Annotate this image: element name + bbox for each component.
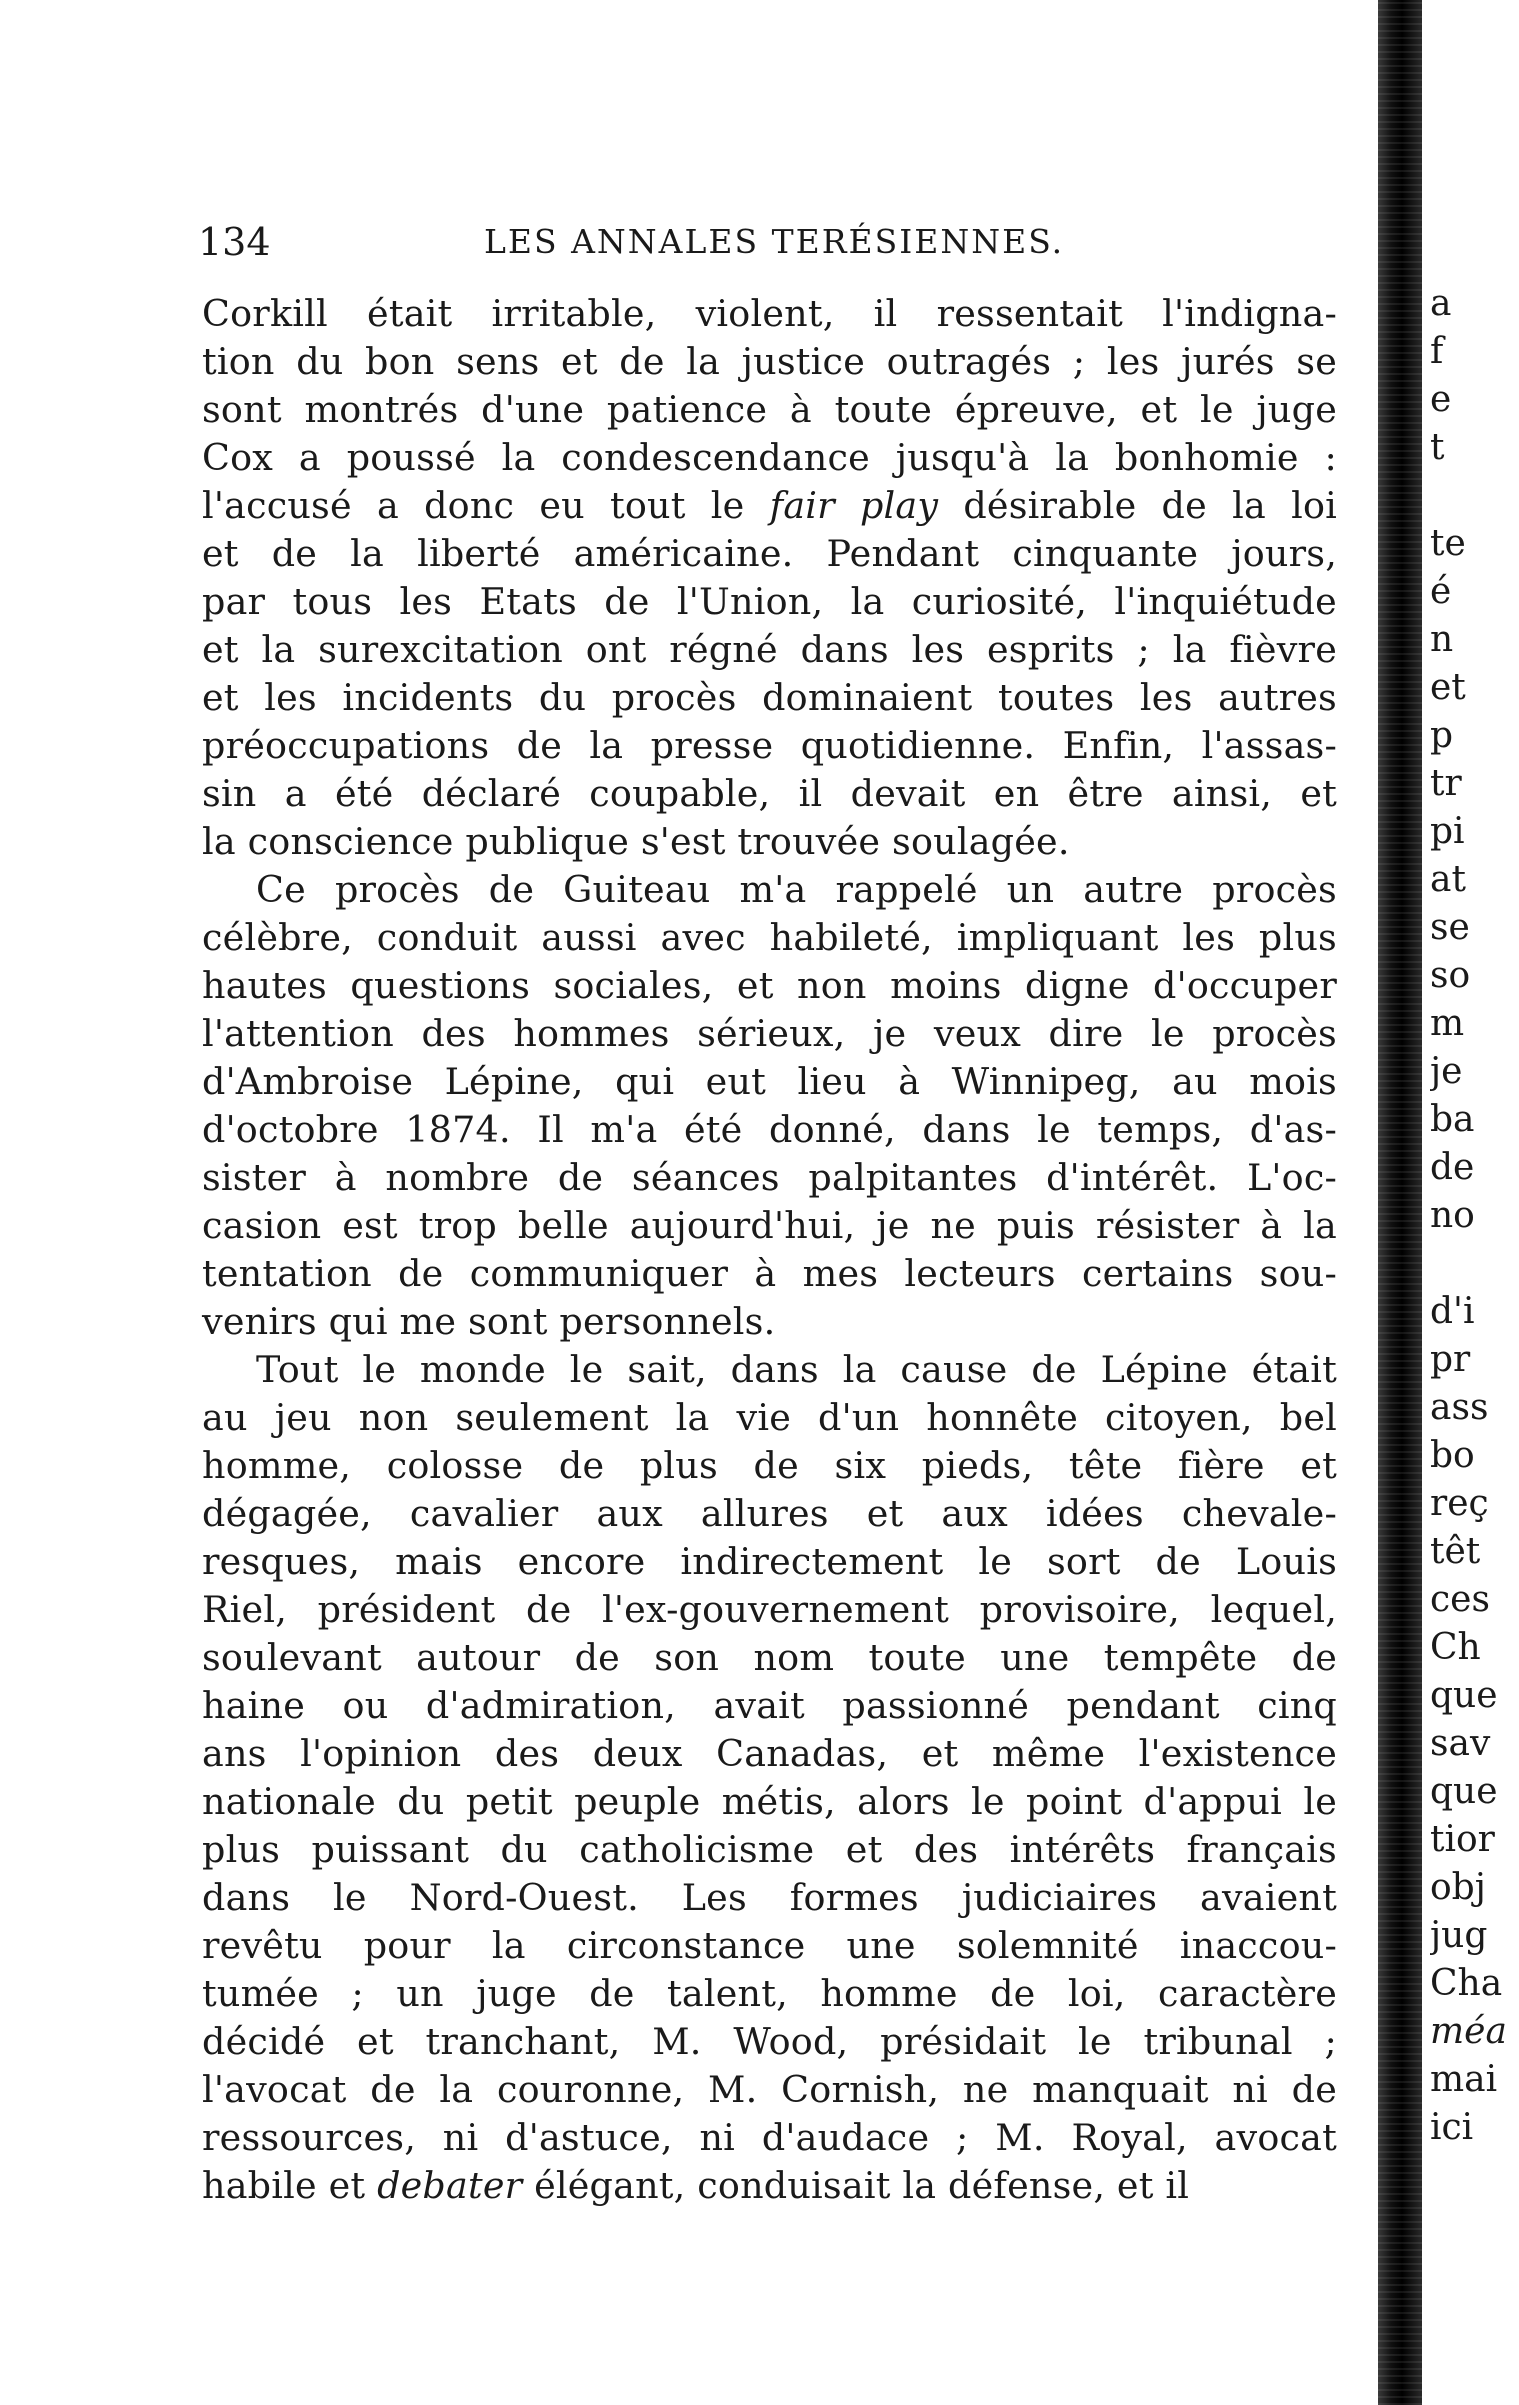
facing-page-text-fragment: a: [1430, 283, 1452, 324]
facing-page-text-fragment: obj: [1430, 1867, 1486, 1908]
facing-page-text-fragment: so: [1430, 955, 1471, 996]
facing-page-text-fragment: tior: [1430, 1819, 1495, 1860]
facing-page-text-fragment: tr: [1430, 763, 1462, 804]
facing-page-text-fragment: ass: [1430, 1387, 1489, 1428]
text-line: sin a été déclaré coupable, il devait en être ainsi, et: [202, 772, 1337, 815]
facing-page-text-fragment: n: [1430, 619, 1454, 660]
facing-page-text-fragment: d'i: [1430, 1291, 1475, 1332]
text-line: sister à nombre de séances palpitantes d'intérêt. L'oc-: [202, 1156, 1337, 1199]
text-line: revêtu pour la circonstance une solemnité inaccou-: [202, 1924, 1337, 1967]
facing-page-text-fragment: se: [1430, 907, 1470, 948]
facing-page-text-fragment: que: [1430, 1675, 1498, 1716]
text-line: d'Ambroise Lépine, qui eut lieu à Winnipeg, au mois: [202, 1060, 1337, 1103]
page-number: 134: [198, 220, 271, 264]
facing-page-text-fragment: at: [1430, 859, 1466, 900]
text-line: casion est trop belle aujourd'hui, je ne puis résister à la: [202, 1204, 1337, 1247]
facing-page-text-fragment: ba: [1430, 1099, 1475, 1140]
text-line: Cox a poussé la condescendance jusqu'à la bonhomie :: [202, 436, 1337, 479]
facing-page-text-fragment: m: [1430, 1003, 1465, 1044]
facing-page-text-fragment: têt: [1430, 1531, 1481, 1572]
facing-page-text-fragment: Ch: [1430, 1627, 1481, 1668]
facing-page-text-fragment: no: [1430, 1195, 1475, 1236]
facing-page-text-fragment: p: [1430, 715, 1454, 756]
spacer: [1430, 472, 1519, 520]
facing-page-text-fragment: ces: [1430, 1579, 1490, 1620]
text-line: célèbre, conduit aussi avec habileté, impliquant les plus: [202, 916, 1337, 959]
text-line: plus puissant du catholicisme et des intérêts français: [202, 1828, 1337, 1871]
running-title: LES ANNALES TERÉSIENNES.: [484, 222, 1065, 261]
text-line: décidé et tranchant, M. Wood, présidait le tribunal ;: [202, 2020, 1337, 2063]
text-line: d'octobre 1874. Il m'a été donné, dans le temps, d'as-: [202, 1108, 1337, 1151]
facing-page-text-fragment: mai: [1430, 2059, 1498, 2100]
facing-page-text-fragment: Cha: [1430, 1963, 1503, 2004]
page-header: [198, 212, 1348, 272]
text-line: dans le Nord-Ouest. Les formes judiciaires avaient: [202, 1876, 1337, 1919]
text-line: Ce procès de Guiteau m'a rappelé un autre procès: [256, 868, 1337, 911]
text-line: tumée ; un juge de talent, homme de loi, caractère: [202, 1972, 1337, 2015]
facing-page-text-fragment: pr: [1430, 1339, 1471, 1380]
text-line: ans l'opinion des deux Canadas, et même l'existence: [202, 1732, 1337, 1775]
facing-page-text-fragment: jug: [1430, 1915, 1488, 1956]
facing-page-text-fragment: que: [1430, 1771, 1498, 1812]
text-line: resques, mais encore indirectement le sort de Louis: [202, 1540, 1337, 1583]
text-line: et de la liberté américaine. Pendant cinquante jours,: [202, 532, 1337, 575]
text-line: dégagée, cavalier aux allures et aux idées chevale-: [202, 1492, 1337, 1535]
facing-page-text-fragment: é: [1430, 571, 1452, 612]
spacer: [1430, 1240, 1519, 1288]
text-line: par tous les Etats de l'Union, la curiosité, l'inquiétude: [202, 580, 1337, 623]
text-line: l'avocat de la couronne, M. Cornish, ne manquait ni de: [202, 2068, 1337, 2111]
body-text: [202, 290, 1337, 2210]
facing-page-text-fragment: bo: [1430, 1435, 1475, 1476]
text-line: la conscience publique s'est trouvée soulagée.: [202, 820, 1070, 863]
text-line: Corkill était irritable, violent, il ressentait l'indigna-: [202, 292, 1337, 335]
facing-page-text-fragment: t: [1430, 427, 1445, 468]
facing-page-text-fragment: sav: [1430, 1723, 1491, 1764]
text-line: tion du bon sens et de la justice outragés ; les jurés se: [202, 340, 1337, 383]
facing-page-text-fragment: te: [1430, 523, 1466, 564]
text-line: soulevant autour de son nom toute une tempête de: [202, 1636, 1337, 1679]
text-line: tentation de communiquer à mes lecteurs certains sou-: [202, 1252, 1337, 1295]
book-gutter-edge: [1378, 0, 1422, 2405]
text-line: sont montrés d'une patience à toute épreuve, et le juge: [202, 388, 1337, 431]
facing-page-text-fragment: et: [1430, 667, 1466, 708]
text-line: venirs qui me sont personnels.: [202, 1300, 776, 1343]
facing-page-text-fragment: reç: [1430, 1483, 1489, 1524]
facing-page-text-fragment: méa: [1430, 2011, 1507, 2052]
text-line: haine ou d'admiration, avait passionné pendant cinq: [202, 1684, 1337, 1727]
facing-page-text-fragment: je: [1430, 1051, 1463, 1092]
text-line: au jeu non seulement la vie d'un honnête citoyen, bel: [202, 1396, 1337, 1439]
text-line: préoccupations de la presse quotidienne. Enfin, l'assas-: [202, 724, 1337, 767]
italic-phrase: fair play: [769, 484, 939, 527]
facing-page-text-fragment: f: [1430, 331, 1444, 372]
text-line: l'accusé a donc eu tout le fair play désirable de la loi: [202, 484, 1337, 527]
facing-page-text-fragment: ici: [1430, 2107, 1474, 2148]
text-line: l'attention des hommes sérieux, je veux dire le procès: [202, 1012, 1337, 1055]
text-line: et la surexcitation ont régné dans les esprits ; la fièvre: [202, 628, 1337, 671]
text-line: Riel, président de l'ex-gouvernement provisoire, lequel,: [202, 1588, 1337, 1631]
text-line: hautes questions sociales, et non moins digne d'occuper: [202, 964, 1337, 1007]
text-line: Tout le monde le sait, dans la cause de Lépine était: [256, 1348, 1337, 1391]
text-line: ressources, ni d'astuce, ni d'audace ; M. Royal, avocat: [202, 2116, 1337, 2159]
facing-page-text-fragment: e: [1430, 379, 1452, 420]
facing-page-fragment: [1430, 280, 1519, 2152]
text-line: et les incidents du procès dominaient toutes les autres: [202, 676, 1337, 719]
facing-page-text-fragment: de: [1430, 1147, 1475, 1188]
facing-page-text-fragment: pi: [1430, 811, 1465, 852]
text-line: habile et debater élégant, conduisait la défense, et il: [202, 2164, 1190, 2207]
italic-phrase: debater: [377, 2164, 523, 2207]
text-line: nationale du petit peuple métis, alors le point d'appui le: [202, 1780, 1337, 1823]
text-line: homme, colosse de plus de six pieds, tête fière et: [202, 1444, 1337, 1487]
